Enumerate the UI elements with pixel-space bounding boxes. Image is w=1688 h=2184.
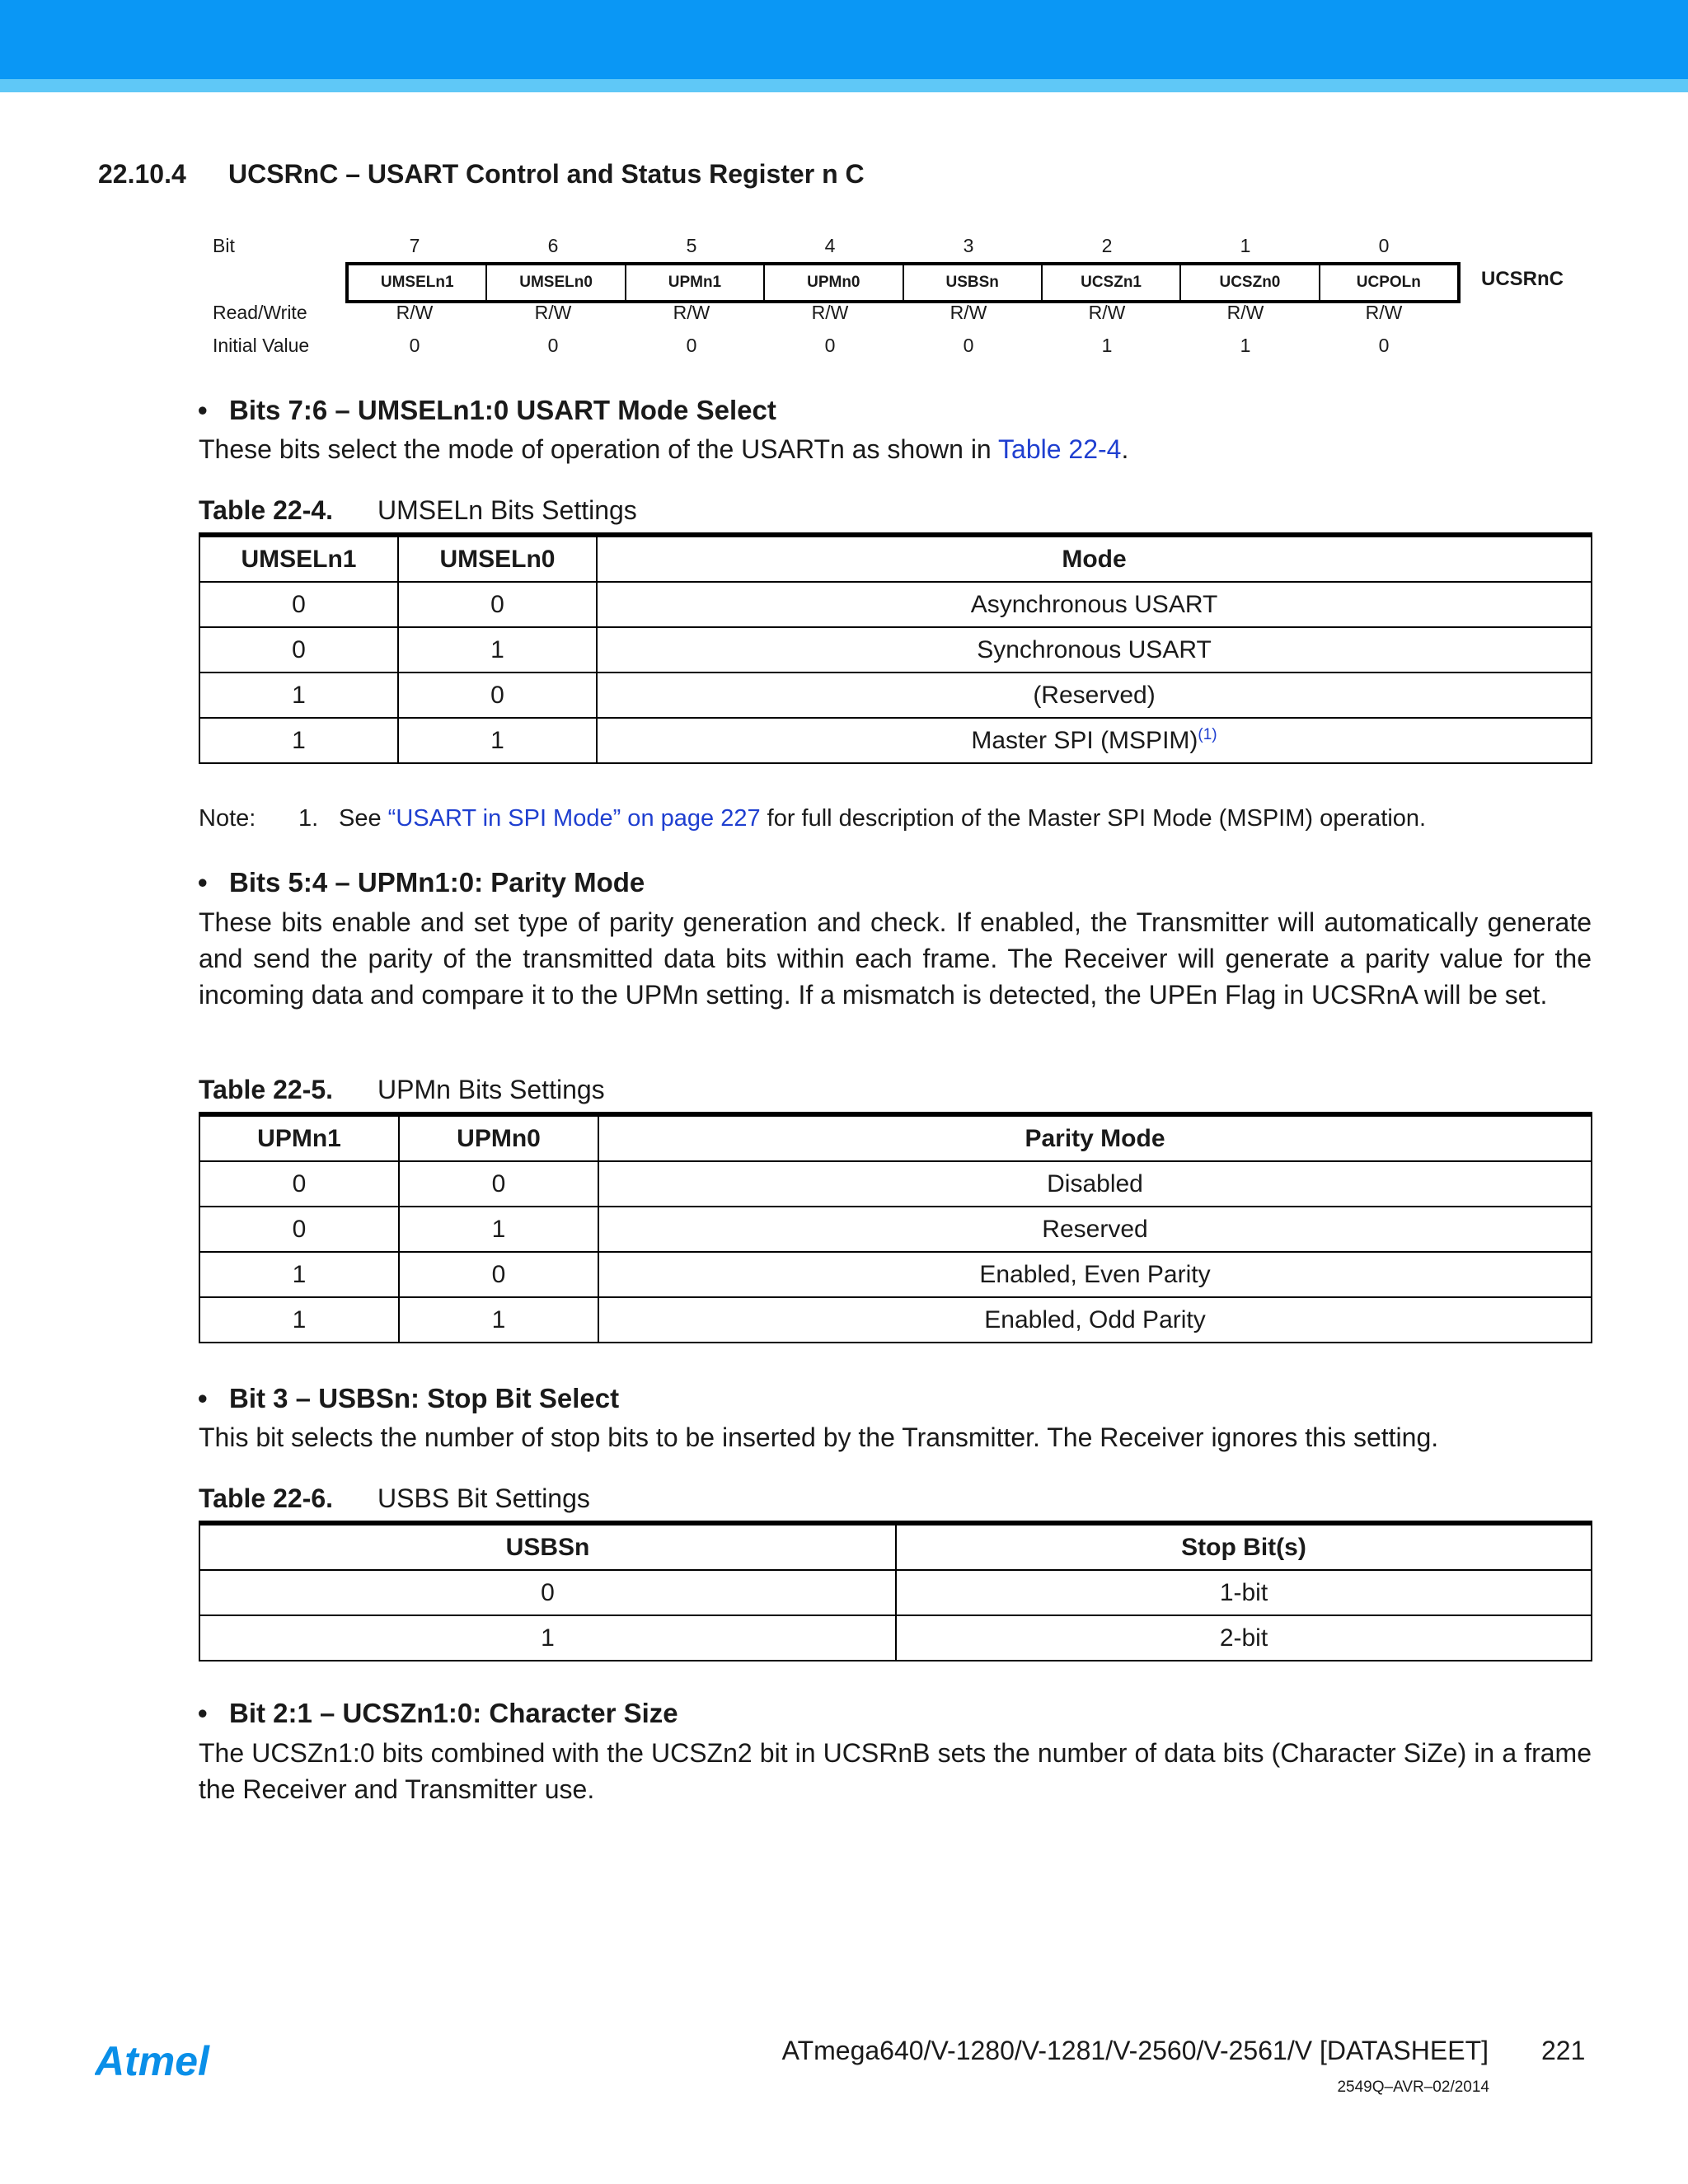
table-cell: (Reserved) <box>597 673 1592 718</box>
reg-init-value: 0 <box>686 335 697 356</box>
reg-field-umseln1: UMSELn1 <box>349 265 487 300</box>
reg-init-value: 0 <box>547 335 559 356</box>
table-header-cell: UPMn0 <box>399 1114 598 1161</box>
table-cell: 1-bit <box>896 1570 1592 1615</box>
reg-bit-number: 5 <box>686 235 697 256</box>
table-cell: Enabled, Even Parity <box>598 1252 1592 1297</box>
table-cell: Asynchronous USART <box>597 582 1592 627</box>
table-cell: 0 <box>199 627 398 673</box>
table-cell: Reserved <box>598 1207 1592 1252</box>
table-header-cell: USBSn <box>199 1523 896 1570</box>
reg-rw-value: R/W <box>396 302 434 323</box>
table-row <box>199 1252 1592 1297</box>
table-cell: 0 <box>199 1570 896 1615</box>
table-cell: 1 <box>199 1297 399 1343</box>
table-header-cell: Stop Bit(s) <box>896 1523 1592 1570</box>
table-cell: 1 <box>199 673 398 718</box>
reg-rw-value: R/W <box>1088 302 1126 323</box>
section-heading <box>98 159 865 190</box>
section-title: UCSRnC – USART Control and Status Register n C <box>228 159 865 189</box>
reg-bit-number: 7 <box>409 235 420 256</box>
table-row <box>199 582 1592 627</box>
bits21-text: The UCSZn1:0 bits combined with the UCSZn2 bit in UCSRnB sets the number of data bits (Character SiZe) in a frame the Receiver and Transmitter use. <box>199 1738 1592 1804</box>
bullet-dot: • <box>198 395 208 425</box>
table-cell: 0 <box>399 1161 598 1207</box>
spi-mode-link[interactable]: “USART in SPI Mode” on page 227 <box>387 805 761 832</box>
table-cell: 0 <box>398 582 597 627</box>
table-cell: 1 <box>199 1615 896 1661</box>
reg-field-upmn1: UPMn1 <box>626 265 765 300</box>
bits76-text-post: . <box>1121 434 1129 464</box>
table-cell: 1 <box>398 627 597 673</box>
table-row <box>199 1207 1592 1252</box>
svg-text:Atmel: Atmel <box>95 2038 209 2084</box>
reg-init-value: 1 <box>1240 335 1251 356</box>
footer-title: ATmega640/V-1280/V-1281/V-2560/V-2561/V [DATASHEET] <box>781 2036 1489 2065</box>
table-upmn <box>199 1112 1592 1343</box>
bullet-dot: • <box>198 1383 208 1413</box>
bits21-heading <box>198 1698 678 1729</box>
table-umseln <box>199 532 1592 764</box>
table-row <box>199 718 1592 763</box>
reg-init-value: 0 <box>824 335 836 356</box>
note-number: 1. <box>298 805 319 832</box>
table5-caption <box>199 1075 605 1105</box>
bullet-dot: • <box>198 867 208 898</box>
table-header-cell: UPMn1 <box>199 1114 399 1161</box>
bit3-heading <box>198 1383 619 1414</box>
reg-field-usbsn: USBSn <box>904 265 1043 300</box>
bits54-heading <box>198 867 645 898</box>
reg-bit-number: 2 <box>1101 235 1113 256</box>
doc-code: 2549Q–AVR–02/2014 <box>1337 2079 1489 2096</box>
table4-note <box>199 805 1426 832</box>
register-bit-fields <box>345 262 1461 303</box>
table-cell: Disabled <box>598 1161 1592 1207</box>
reg-bit-number: 6 <box>547 235 559 256</box>
reg-bit-number: 3 <box>963 235 974 256</box>
bits76-text-pre: These bits select the mode of operation of the USARTn as shown in <box>199 434 999 464</box>
register-name: UCSRnC <box>1481 268 1564 290</box>
table6-label: Table 22-6. <box>199 1483 334 1513</box>
table-cell: 1 <box>199 1252 399 1297</box>
table-cell: 0 <box>399 1252 598 1297</box>
reg-init-label: Initial Value <box>213 335 310 356</box>
mode-text: Master SPI (MSPIM) <box>971 727 1198 754</box>
table-cell: 1 <box>399 1297 598 1343</box>
table-usbs <box>199 1521 1592 1661</box>
table-header-cell: UMSELn0 <box>398 535 597 582</box>
table-cell: Synchronous USART <box>597 627 1592 673</box>
table-header-row <box>199 1114 1592 1161</box>
reg-init-value: 0 <box>409 335 420 356</box>
table-header-cell: Mode <box>597 535 1592 582</box>
table6-caption <box>199 1483 590 1514</box>
reg-field-upmn0: UPMn0 <box>765 265 903 300</box>
reg-rw-value: R/W <box>1226 302 1264 323</box>
atmel-logo <box>95 2036 243 2089</box>
table6-title: USBS Bit Settings <box>377 1483 590 1513</box>
bit3-text: This bit selects the number of stop bits to be inserted by the Transmitter. The Receiver ignores this setting. <box>199 1422 1439 1452</box>
section-number: 22.10.4 <box>98 159 186 189</box>
table4-link[interactable]: Table 22-4 <box>998 434 1122 464</box>
table5-title: UPMn Bits Settings <box>377 1075 605 1104</box>
table-cell: 0 <box>199 1207 399 1252</box>
table-header-cell: Parity Mode <box>598 1114 1592 1161</box>
reg-bit-label: Bit <box>213 235 235 256</box>
reg-init-value: 0 <box>1378 335 1390 356</box>
reg-rw-value: R/W <box>950 302 987 323</box>
table-row <box>199 1615 1592 1661</box>
table-row <box>199 627 1592 673</box>
note-label: Note: <box>199 805 256 832</box>
table-row <box>199 1570 1592 1615</box>
table4-caption <box>199 495 637 526</box>
page-number: 221 <box>1541 2036 1586 2065</box>
table4-label: Table 22-4. <box>199 495 334 525</box>
table-cell: 2-bit <box>896 1615 1592 1661</box>
bit3-heading-text: Bit 3 – USBSn: Stop Bit Select <box>229 1383 620 1413</box>
table-row <box>199 1297 1592 1343</box>
table5-label: Table 22-5. <box>199 1075 334 1104</box>
bits76-heading-text: Bits 7:6 – UMSELn1:0 USART Mode Select <box>229 395 776 425</box>
reg-rw-label: Read/Write <box>213 302 307 323</box>
note-post: for full description of the Master SPI Mode (MSPIM) operation. <box>760 805 1427 832</box>
bits76-heading <box>198 395 776 426</box>
table-header-cell: UMSELn1 <box>199 535 398 582</box>
table-cell: 0 <box>398 673 597 718</box>
table-row <box>199 1161 1592 1207</box>
table-cell: 0 <box>199 1161 399 1207</box>
reg-field-umseln0: UMSELn0 <box>487 265 626 300</box>
reg-init-value: 0 <box>963 335 974 356</box>
reg-rw-value: R/W <box>811 302 849 323</box>
reg-rw-value: R/W <box>1365 302 1403 323</box>
table-cell: Enabled, Odd Parity <box>598 1297 1592 1343</box>
note-pre: See <box>339 805 388 832</box>
table4-title: UMSELn Bits Settings <box>377 495 637 525</box>
atmel-logo-icon <box>95 2036 243 2085</box>
header-bar <box>0 0 1688 79</box>
table-cell <box>597 718 1592 763</box>
reg-rw-value: R/W <box>534 302 572 323</box>
reg-rw-value: R/W <box>673 302 710 323</box>
bits54-heading-text: Bits 5:4 – UPMn1:0: Parity Mode <box>229 867 645 898</box>
bits76-text <box>199 434 1128 465</box>
table-cell: 1 <box>199 718 398 763</box>
reg-bit-number: 0 <box>1378 235 1390 256</box>
reg-bit-number: 4 <box>824 235 836 256</box>
reg-init-value: 1 <box>1101 335 1113 356</box>
table-cell: 0 <box>199 582 398 627</box>
reg-bit-number: 1 <box>1240 235 1251 256</box>
footnote-mark[interactable]: (1) <box>1198 726 1217 743</box>
reg-field-ucszn1: UCSZn1 <box>1043 265 1181 300</box>
table-header-row <box>199 535 1592 582</box>
table-header-row <box>199 1523 1592 1570</box>
table-cell: 1 <box>398 718 597 763</box>
bits54-text: These bits enable and set type of parity generation and check. If enabled, the Transmitter will automatically generate and send the parity of the transmitted data bits within each frame. The Receiver will generate a parity value for the incoming data and compare it to the UPMn setting. If a mismatch is detected, the UPEn Flag in UCSRnA will be set. <box>199 907 1592 1010</box>
reg-field-ucszn0: UCSZn0 <box>1181 265 1320 300</box>
bullet-dot: • <box>198 1698 208 1728</box>
table-cell: 1 <box>399 1207 598 1252</box>
bits21-heading-text: Bit 2:1 – UCSZn1:0: Character Size <box>229 1698 678 1728</box>
table-row <box>199 673 1592 718</box>
reg-field-ucpoln: UCPOLn <box>1356 274 1421 291</box>
header-stripe <box>0 79 1688 92</box>
